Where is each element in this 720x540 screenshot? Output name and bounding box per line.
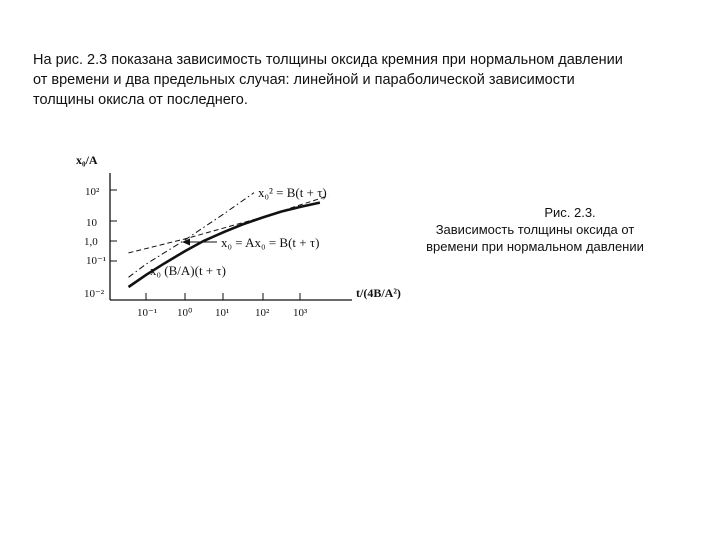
paragraph-line-3: толщины окисла от последнего.	[33, 92, 248, 108]
linear-lower-annotation: x₀ (B/A)(t + τ)	[150, 263, 226, 278]
y-axis-label: x₀/A	[76, 153, 98, 167]
paragraph-line-1: На рис. 2.3 показана зависимость толщины оксида кремния при нормальном давлении	[33, 52, 623, 68]
y-tick-3: 1,0	[84, 236, 98, 248]
x-tick-labels	[137, 293, 308, 319]
x-tick-1: 10⁻¹	[137, 307, 158, 319]
caption-line-1: Зависимость толщины оксида от	[435, 222, 635, 237]
y-tick-4: 10⁻¹	[86, 255, 107, 267]
x-tick-3: 10¹	[215, 307, 230, 319]
paragraph-line-2: от времени и два предельных случая: линейной и параболической зависимости	[33, 72, 575, 88]
x-axis-label: t/(4B/A²)	[356, 286, 401, 300]
x-tick-5: 10³	[293, 307, 308, 319]
linear-annotation: x₀ = Ax₀ = B(t + τ)	[221, 235, 320, 250]
y-tick-labels	[84, 186, 117, 300]
y-tick-1: 10²	[85, 186, 100, 198]
caption-number: Рис. 2.3.	[544, 205, 596, 220]
parabolic-annotation: x₀² = B(t + τ)	[258, 185, 327, 200]
x-tick-2: 10⁰	[177, 307, 193, 319]
caption-line-2: времени при нормальном давлении	[426, 239, 644, 254]
y-tick-5: 10⁻²	[84, 288, 105, 300]
x-tick-4: 10²	[255, 307, 270, 319]
figure-caption	[400, 204, 670, 255]
y-tick-2: 10	[86, 217, 97, 229]
